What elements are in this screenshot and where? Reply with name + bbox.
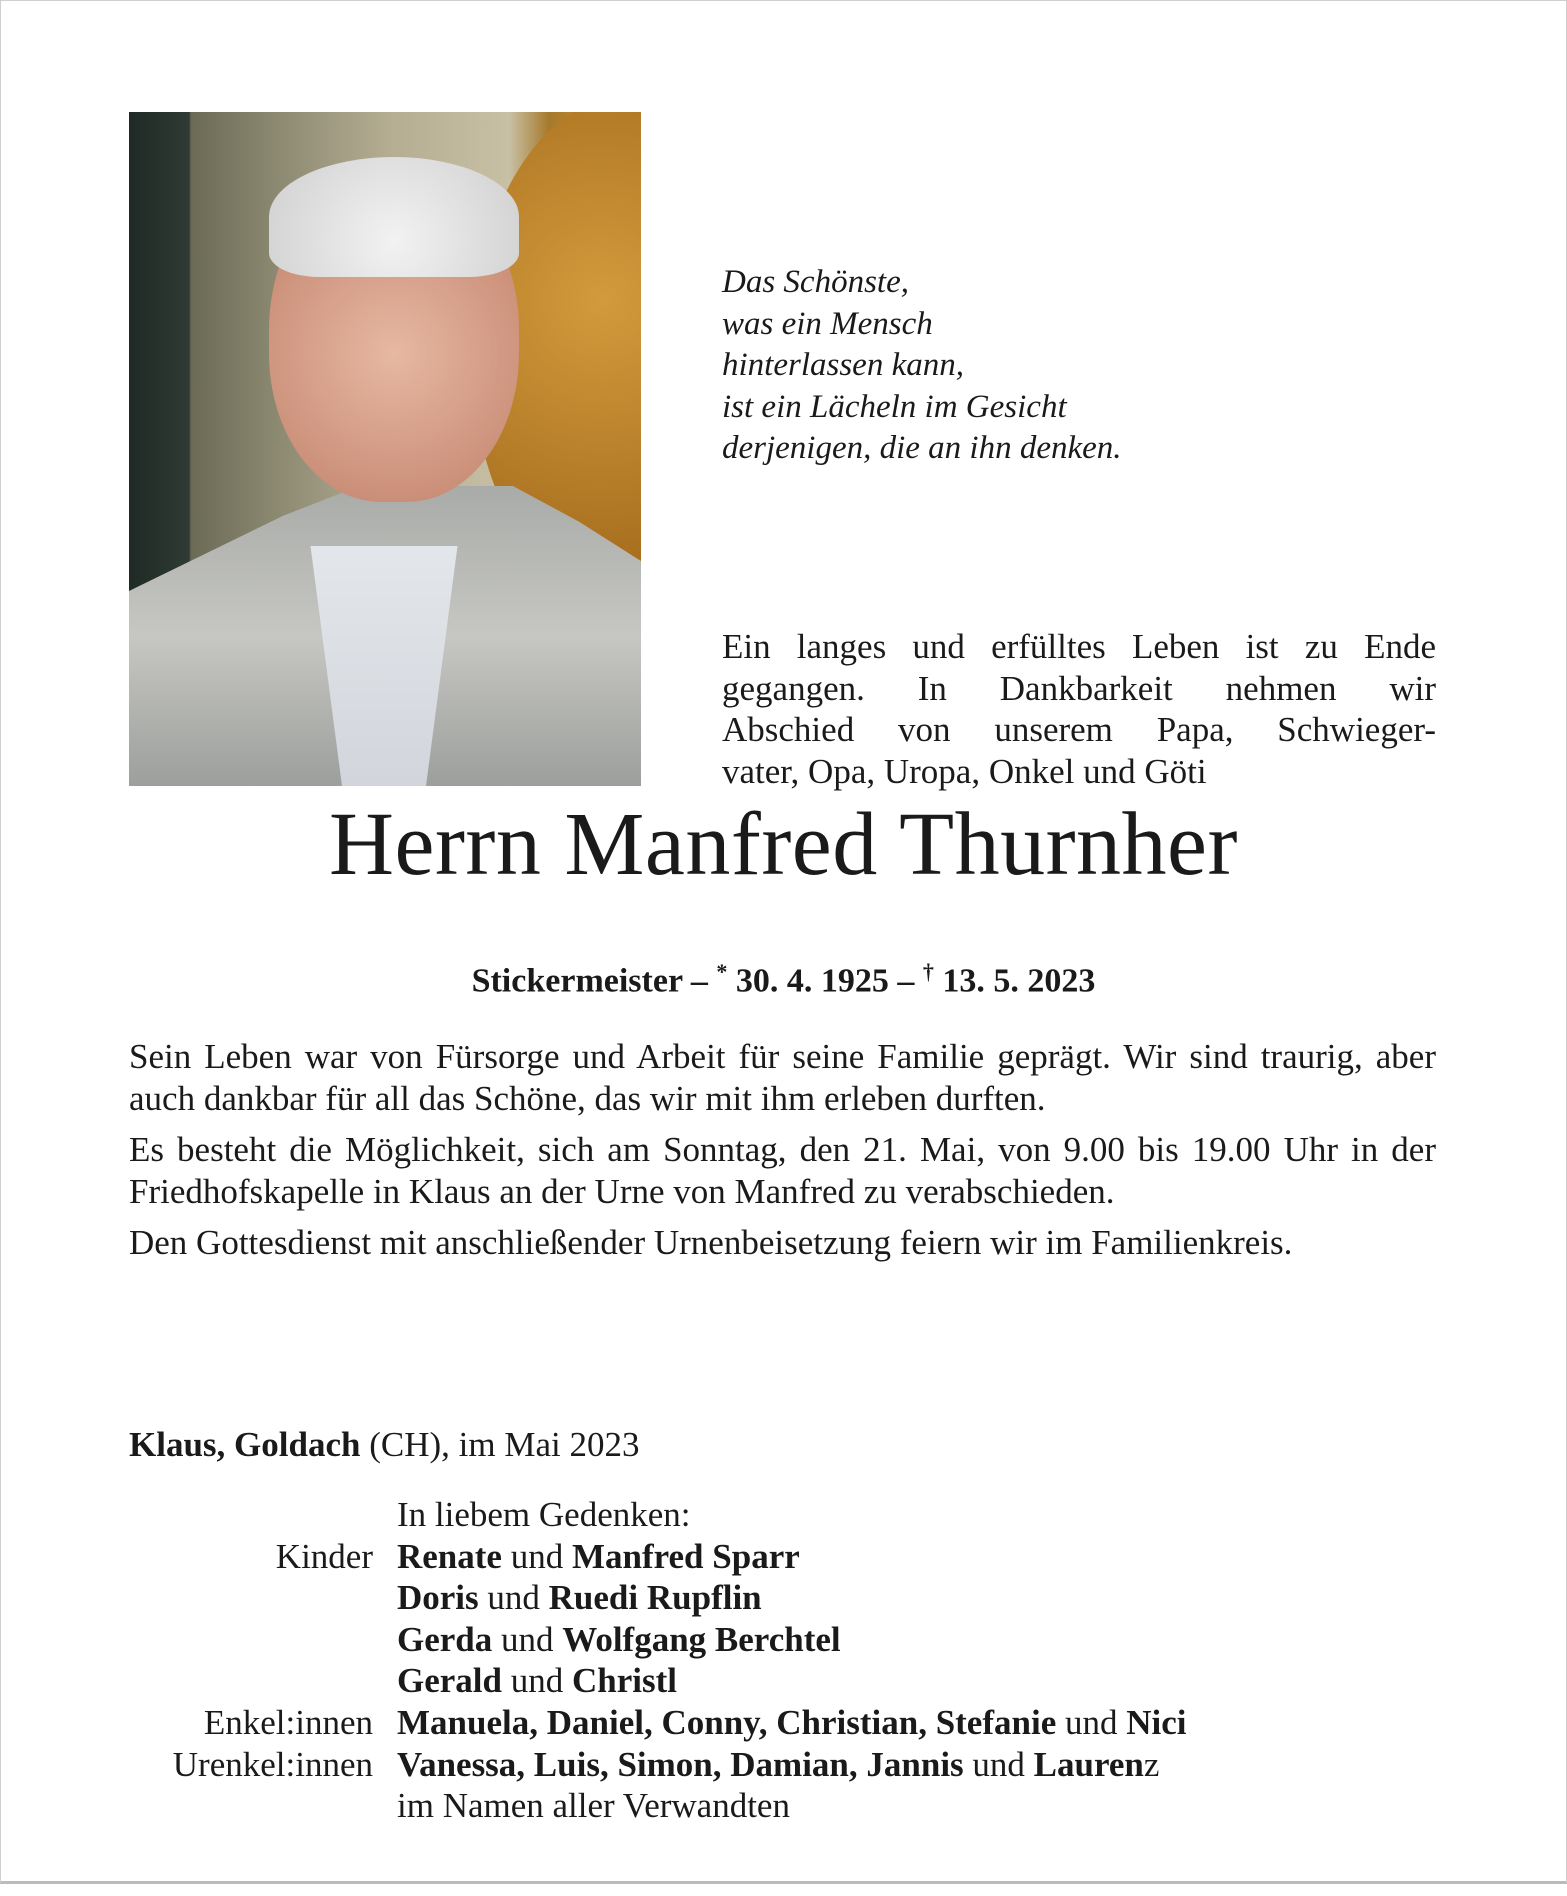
great-grandchildren-label: Urenkel:innen: [172, 1744, 373, 1784]
life-dates: [0, 950, 1567, 1003]
mourner-entry: Manuela, Daniel, Conny, Christian, Stefanie und Nici: [397, 1702, 1187, 1742]
birth-symbol: *: [716, 959, 728, 984]
mourner-entry: Gerald und Christl: [397, 1661, 677, 1701]
quote-line: derjenigen, die an ihn denken.: [722, 430, 1122, 466]
separator: –: [888, 962, 923, 1000]
mourners-intro: In liebem Gedenken:: [397, 1495, 691, 1534]
intro-text: [722, 626, 1436, 792]
place-date: [129, 1424, 639, 1466]
photo-hair: [269, 157, 519, 277]
grandchildren-label: Enkel:innen: [203, 1702, 373, 1742]
paragraph: Es besteht die Möglichkeit, sich am Sonntag, den 21. Mai, von 9.00 bis 19.00 Uhr in der Friedhofskapelle in Klaus an der Urne von Manfred zu verabschieden.: [129, 1130, 1436, 1211]
body-text: [129, 1036, 1436, 1274]
death-symbol: †: [922, 959, 934, 984]
mourners-closing: im Namen aller Verwandten: [397, 1786, 790, 1826]
portrait-photo: [129, 112, 641, 786]
paragraph: Sein Leben war von Fürsorge und Arbeit für seine Familie geprägt. Wir sind traurig, aber auch dankbar für all das Schöne, das wir mit ihm erleben durften.: [129, 1037, 1436, 1118]
birth-date: 30. 4. 1925: [727, 962, 889, 1000]
mourners-list: [0, 1494, 1187, 1827]
deceased-name: Herrn Manfred Thurnher: [329, 795, 1238, 894]
intro-line: Abschied von unserem Papa, Schwieger-: [722, 710, 1436, 749]
quote-line: hinterlassen kann,: [722, 347, 964, 383]
children-label: Kinder: [275, 1536, 373, 1576]
quote: [722, 262, 1122, 470]
mourner-entry: Gerda und Wolfgang Berchtel: [397, 1619, 841, 1659]
place: Klaus, Goldach: [129, 1425, 361, 1464]
quote-line: Das Schönste,: [722, 264, 909, 300]
intro-line: Ein langes und erfülltes Leben ist zu Ende: [722, 627, 1436, 666]
death-date: 13. 5. 2023: [933, 962, 1096, 1000]
quote-line: was ein Mensch: [722, 305, 933, 342]
quote-line: ist ein Lächeln im Gesicht: [722, 388, 1067, 425]
profession: Stickermeister: [471, 962, 683, 1000]
separator: –: [682, 962, 717, 1000]
mourner-entry: Doris und Ruedi Rupflin: [397, 1578, 762, 1618]
date: (CH), im Mai 2023: [360, 1425, 640, 1464]
paragraph: Den Gottesdienst mit anschließender Urnenbeisetzung feiern wir im Familienkreis.: [129, 1223, 1293, 1262]
mourner-entry: Vanessa, Luis, Simon, Damian, Jannis und Laurenz: [397, 1744, 1160, 1784]
intro-line: gegangen. In Dankbarkeit nehmen wir: [722, 668, 1436, 708]
mourner-entry: Renate und Manfred Sparr: [397, 1536, 800, 1576]
intro-line: vater, Opa, Uropa, Onkel und Göti: [722, 751, 1207, 791]
